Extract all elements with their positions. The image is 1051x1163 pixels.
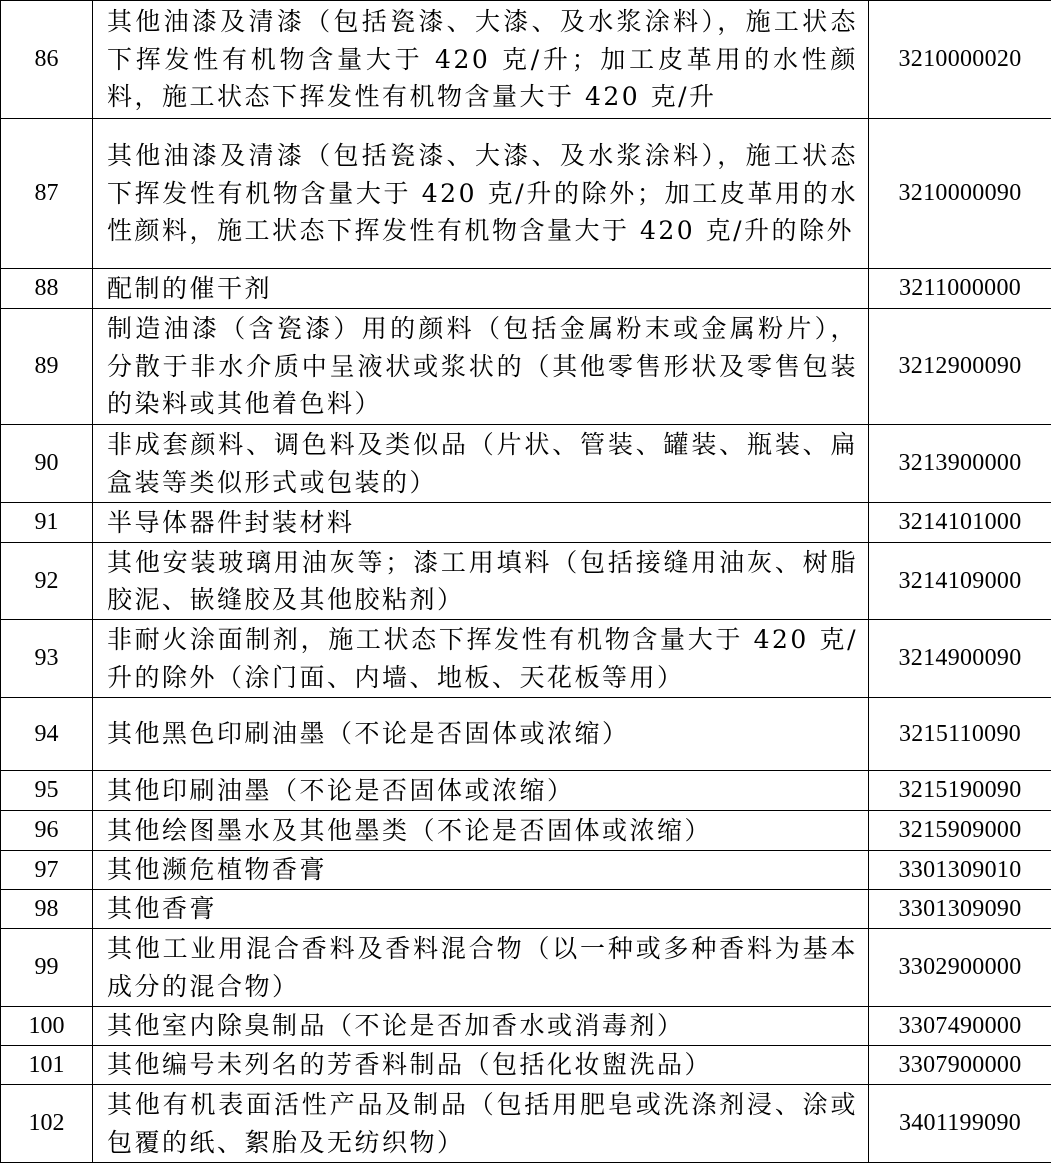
table-row	[1, 543, 1051, 620]
table-row	[1, 119, 1051, 269]
product-description: 其他工业用混合香料及香料混合物（以一种或多种香料为基本成分的混合物）	[93, 929, 869, 1007]
product-description: 其他香膏	[93, 890, 869, 929]
table-row	[1, 1046, 1051, 1085]
table-row	[1, 698, 1051, 771]
table-row	[1, 929, 1051, 1007]
table-row	[1, 620, 1051, 698]
row-number: 88	[1, 269, 93, 309]
table-row	[1, 811, 1051, 851]
row-number: 90	[1, 425, 93, 503]
row-number: 99	[1, 929, 93, 1007]
table-row	[1, 1007, 1051, 1046]
product-description: 半导体器件封装材料	[93, 503, 869, 543]
product-description: 其他油漆及清漆（包括瓷漆、大漆、及水浆涂料），施工状态下挥发性有机物含量大于 420 克/升；加工皮革用的水性颜料，施工状态下挥发性有机物含量大于 420 克/升	[93, 1, 869, 119]
commodity-code: 3307900000	[869, 1046, 1051, 1085]
commodity-code: 3215190090	[869, 771, 1051, 811]
row-number: 101	[1, 1046, 93, 1085]
commodity-code: 3215110090	[869, 698, 1051, 771]
table-row	[1, 269, 1051, 309]
commodity-code: 3302900000	[869, 929, 1051, 1007]
product-description: 其他有机表面活性产品及制品（包括用肥皂或洗涤剂浸、涂或包覆的纸、絮胎及无纺织物）	[93, 1085, 869, 1163]
table-row	[1, 309, 1051, 425]
product-description: 其他油漆及清漆（包括瓷漆、大漆、及水浆涂料），施工状态下挥发性有机物含量大于 420 克/升的除外；加工皮革用的水性颜料，施工状态下挥发性有机物含量大于 420 克/升的除外	[93, 119, 869, 269]
commodity-code: 3301309010	[869, 851, 1051, 890]
commodity-code: 3215909000	[869, 811, 1051, 851]
product-description: 其他濒危植物香膏	[93, 851, 869, 890]
commodity-code: 3210000020	[869, 1, 1051, 119]
table-row	[1, 851, 1051, 890]
product-description: 其他安装玻璃用油灰等；漆工用填料（包括接缝用油灰、树脂胶泥、嵌缝胶及其他胶粘剂）	[93, 543, 869, 620]
commodity-code: 3307490000	[869, 1007, 1051, 1046]
row-number: 93	[1, 620, 93, 698]
commodity-code: 3401199090	[869, 1085, 1051, 1163]
row-number: 91	[1, 503, 93, 543]
row-number: 97	[1, 851, 93, 890]
row-number: 100	[1, 1007, 93, 1046]
commodity-code: 3210000090	[869, 119, 1051, 269]
commodity-code: 3214900090	[869, 620, 1051, 698]
product-description: 其他室内除臭制品（不论是否加香水或消毒剂）	[93, 1007, 869, 1046]
product-description: 配制的催干剂	[93, 269, 869, 309]
commodity-code: 3213900000	[869, 425, 1051, 503]
commodity-code: 3214109000	[869, 543, 1051, 620]
table-row	[1, 1, 1051, 119]
commodity-code: 3301309090	[869, 890, 1051, 929]
row-number: 87	[1, 119, 93, 269]
product-description: 制造油漆（含瓷漆）用的颜料（包括金属粉末或金属粉片），分散于非水介质中呈液状或浆状的（其他零售形状及零售包装的染料或其他着色料）	[93, 309, 869, 425]
product-description: 其他印刷油墨（不论是否固体或浓缩）	[93, 771, 869, 811]
row-number: 86	[1, 1, 93, 119]
table-row	[1, 890, 1051, 929]
commodity-code: 3214101000	[869, 503, 1051, 543]
product-description: 其他编号未列名的芳香料制品（包括化妆盥洗品）	[93, 1046, 869, 1085]
row-number: 95	[1, 771, 93, 811]
row-number: 94	[1, 698, 93, 771]
product-description: 其他绘图墨水及其他墨类（不论是否固体或浓缩）	[93, 811, 869, 851]
product-description: 非成套颜料、调色料及类似品（片状、管装、罐装、瓶装、扁盒装等类似形式或包装的）	[93, 425, 869, 503]
table-row	[1, 1085, 1051, 1163]
row-number: 102	[1, 1085, 93, 1163]
product-description: 其他黑色印刷油墨（不论是否固体或浓缩）	[93, 698, 869, 771]
row-number: 98	[1, 890, 93, 929]
table-row	[1, 771, 1051, 811]
row-number: 96	[1, 811, 93, 851]
row-number: 92	[1, 543, 93, 620]
table-row	[1, 503, 1051, 543]
product-description: 非耐火涂面制剂，施工状态下挥发性有机物含量大于 420 克/升的除外（涂门面、内墙、地板、天花板等用）	[93, 620, 869, 698]
commodity-code: 3212900090	[869, 309, 1051, 425]
row-number: 89	[1, 309, 93, 425]
table-row	[1, 425, 1051, 503]
commodity-code: 3211000000	[869, 269, 1051, 309]
